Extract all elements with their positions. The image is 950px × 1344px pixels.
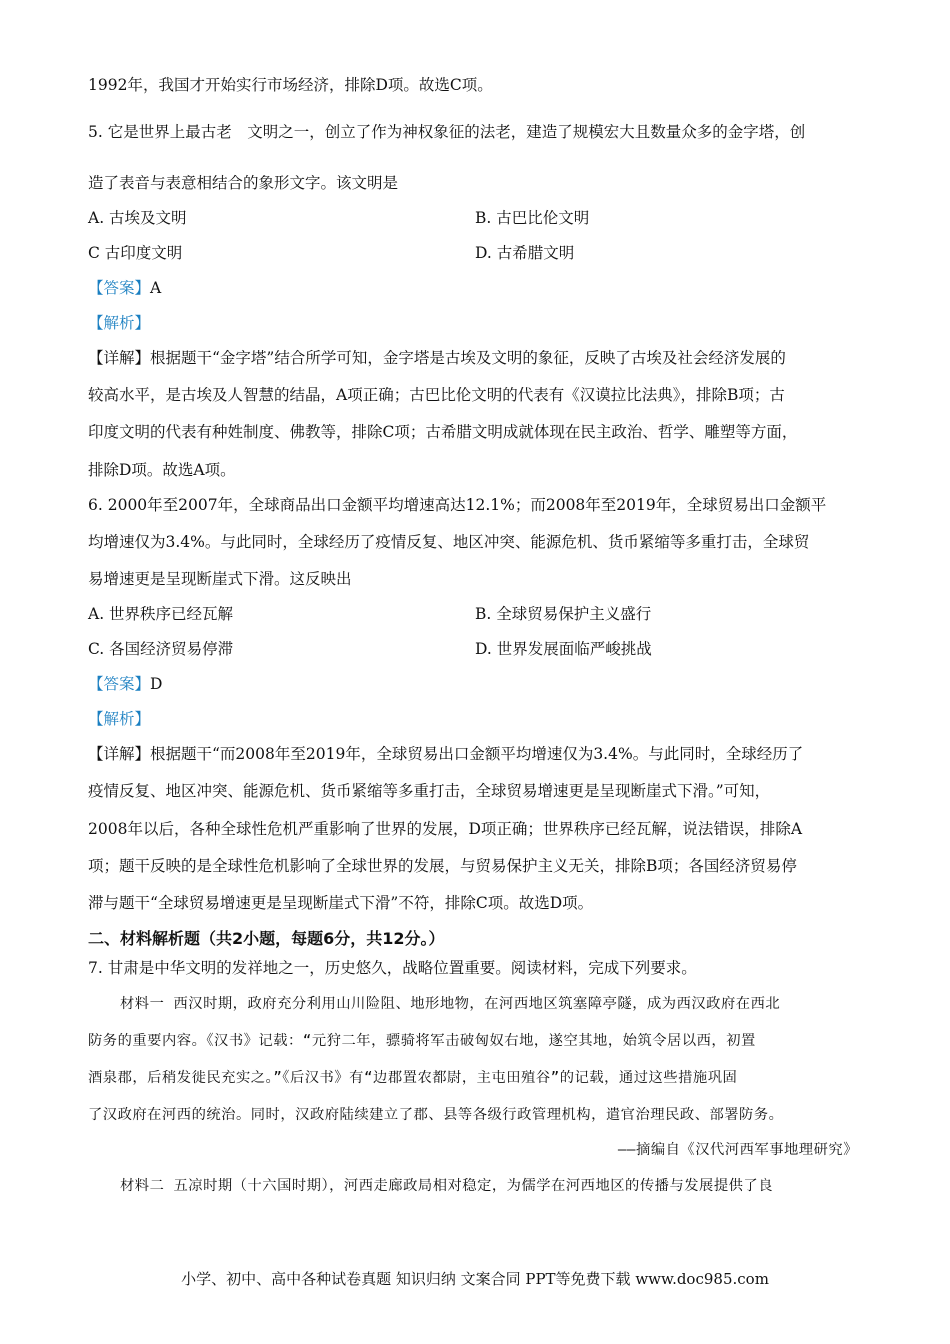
q6-option-b: B. 全球贸易保护主义盛行 bbox=[475, 605, 652, 623]
material-1-source: ——摘编自《汉代河西军事地理研究》 bbox=[617, 1142, 858, 1158]
material-1-line-4: 了汉政府在河西的统治。同时，汉政府陆续建立了郡、县等各级行政管理机构，遣官治理民政、部署防务。 bbox=[88, 1107, 784, 1123]
material-1-line-2: 防务的重要内容。《汉书》记载：“元狩二年，骠骑将军击破匈奴右地，遂空其地，始筑令居以西，初置 bbox=[88, 1033, 756, 1049]
answer-tag: 【答案】 bbox=[88, 279, 151, 297]
q6-answer bbox=[88, 673, 162, 695]
page-footer: 小学、初中、高中各种试卷真题 知识归纳 文案合同 PPT等免费下载 www.doc985.com bbox=[181, 1270, 769, 1288]
answer-value: D bbox=[150, 675, 163, 693]
answer-tag: 【答案】 bbox=[88, 675, 151, 693]
q5-detail-line-1: 【详解】根据题干“金字塔”结合所学可知，金字塔是古埃及文明的象征，反映了古埃及社会经济发展的 bbox=[88, 349, 786, 367]
material-1-line-1: 材料一 西汉时期，政府充分利用山川险阻、地形地物，在河西地区筑塞障亭隧，成为西汉政府在西北 bbox=[120, 996, 781, 1012]
q5-detail-line-4: 排除D项。故选A项。 bbox=[88, 461, 236, 479]
q6-option-c: C. 各国经济贸易停滞 bbox=[88, 640, 234, 658]
q6-detail-line-1: 【详解】根据题干“而2008年至2019年，全球贸易出口金额平均增速仅为3.4%。与此同时，全球经历了 bbox=[88, 745, 804, 763]
q5-option-a: A. 古埃及文明 bbox=[88, 209, 187, 227]
q6-detail-line-3: 2008年以后，各种全球性危机严重影响了世界的发展，D项正确；世界秩序已经瓦解，说法错误，排除A bbox=[88, 820, 803, 838]
q7-stem: 7. 甘肃是中华文明的发祥地之一，历史悠久，战略位置重要。阅读材料，完成下列要求。 bbox=[88, 959, 697, 977]
q6-option-a: A. 世界秩序已经瓦解 bbox=[88, 605, 234, 623]
q6-stem-line-3: 易增速更是呈现断崖式下滑。这反映出 bbox=[88, 570, 352, 588]
q5-stem-line-1: 5. 它是世界上最古老 文明之一，创立了作为神权象征的法老，建造了规模宏大且数量众多的金字塔，创 bbox=[88, 123, 806, 141]
q6-detail-line-5: 滞与题干“全球贸易增速更是呈现断崖式下滑”不符，排除C项。故选D项。 bbox=[88, 894, 594, 912]
q6-analysis-tag: 【解析】 bbox=[88, 710, 151, 728]
q6-detail-line-2: 疫情反复、地区冲突、能源危机、货币紧缩等多重打击，全球贸易增速更是呈现断崖式下滑。”可知， bbox=[88, 782, 771, 800]
section-heading: 二、材料解析题（共2小题，每题6分，共12分。） bbox=[88, 929, 445, 948]
prev-answer-tail: 1992年，我国才开始实行市场经济，排除D项。故选C项。 bbox=[88, 76, 493, 94]
q5-option-b: B. 古巴比伦文明 bbox=[475, 209, 590, 227]
material-1-line-3: 酒泉郡，后稍发徙民充实之。”《后汉书》有“边郡置农都尉，主屯田殖谷”的记载，通过这些措施巩固 bbox=[88, 1070, 738, 1086]
q5-detail-line-2: 较高水平，是古埃及人智慧的结晶，A项正确；古巴比伦文明的代表有《汉谟拉比法典》，排除B项；古 bbox=[88, 386, 785, 404]
q5-option-c: C 古印度文明 bbox=[88, 244, 183, 262]
q5-stem-line-2: 造了表音与表意相结合的象形文字。该文明是 bbox=[88, 174, 399, 192]
q6-stem-line-2: 均增速仅为3.4%。与此同时，全球经历了疫情反复、地区冲突、能源危机、货币紧缩等多重打击，全球贸 bbox=[88, 533, 810, 551]
q6-stem-line-1: 6. 2000年至2007年，全球商品出口金额平均增速高达12.1%；而2008年至2019年，全球贸易出口金额平 bbox=[88, 496, 827, 514]
q6-option-d: D. 世界发展面临严峻挑战 bbox=[475, 640, 652, 658]
material-2-line-1: 材料二 五凉时期（十六国时期），河西走廊政局相对稳定，为儒学在河西地区的传播与发展提供了良 bbox=[120, 1178, 774, 1194]
q5-answer bbox=[88, 277, 161, 299]
q5-detail-line-3: 印度文明的代表有种姓制度、佛教等，排除C项；古希腊文明成就体现在民主政治、哲学、雕塑等方面， bbox=[88, 423, 798, 441]
answer-value: A bbox=[150, 279, 162, 297]
q6-detail-line-4: 项；题干反映的是全球性危机影响了全球世界的发展，与贸易保护主义无关，排除B项；各国经济贸易停 bbox=[88, 857, 797, 875]
q5-analysis-tag: 【解析】 bbox=[88, 314, 151, 332]
q5-option-d: D. 古希腊文明 bbox=[475, 244, 575, 262]
